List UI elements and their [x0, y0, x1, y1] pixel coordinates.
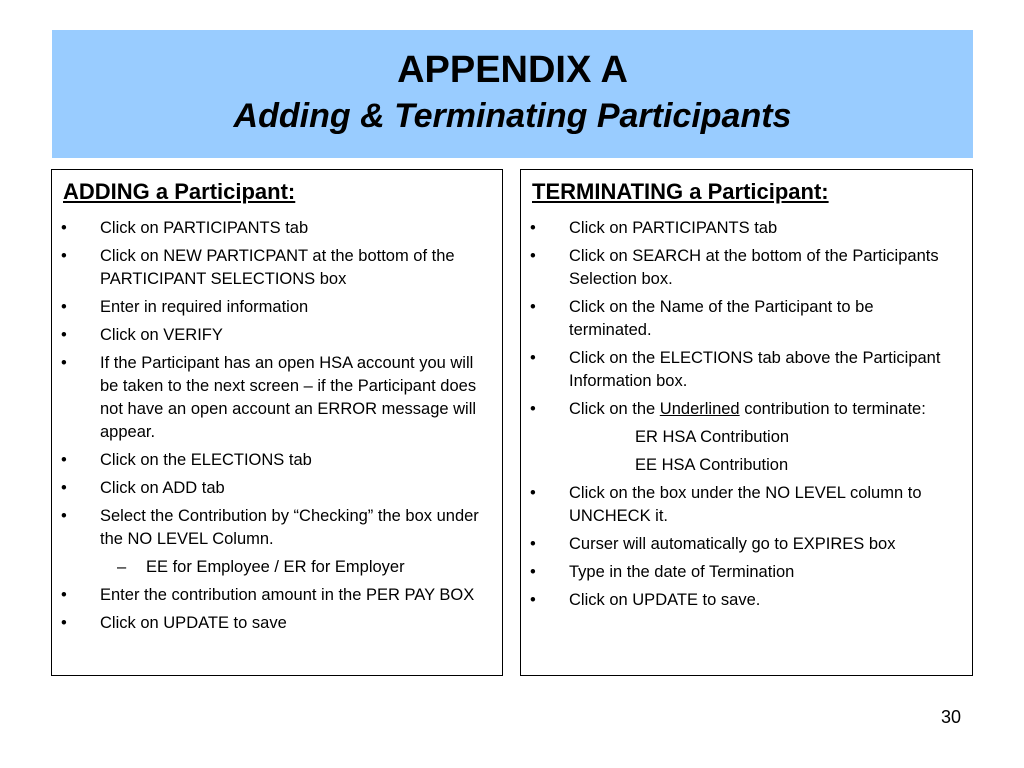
list-item: • Click on PARTICIPANTS tab [52, 217, 502, 240]
bullet-icon: • [530, 400, 536, 418]
list-item: • Curser will automatically go to EXPIRES box [521, 533, 972, 556]
bullet-icon: • [530, 563, 536, 581]
list-item: • Click on the Name of the Participant to be terminated. [530, 298, 874, 339]
bullet-icon: • [530, 298, 536, 316]
terminating-steps-list [521, 217, 972, 617]
list-item: • Click on SEARCH at the bottom of the Participants Selection box. [530, 247, 939, 288]
adding-participant-box [51, 169, 503, 676]
list-item: • Click on the Underlined contribution to terminate: [521, 398, 972, 421]
list-item: • Enter the contribution amount in the PER PAY BOX [52, 584, 502, 607]
adding-heading: ADDING a Participant: [63, 179, 296, 204]
list-item: • Type in the date of Termination [521, 561, 972, 584]
bullet-icon: • [530, 247, 536, 265]
list-item: • Click on ADD tab [52, 477, 502, 500]
dash-icon: – [117, 558, 127, 576]
list-item: • Click on the ELECTIONS tab [52, 449, 502, 472]
underlined-term: Underlined [659, 400, 740, 418]
bullet-icon: • [61, 479, 67, 497]
slide-title: APPENDIX A [397, 49, 628, 91]
page-number: 30 [940, 707, 961, 727]
bullet-icon: • [530, 484, 536, 502]
bullet-icon: • [530, 591, 536, 609]
adding-steps-list [52, 217, 502, 640]
bullet-icon: • [61, 219, 67, 237]
indented-line: ER HSA Contribution [635, 428, 790, 446]
bullet-icon: • [530, 349, 536, 367]
list-item: • Click on the box under the NO LEVEL column to UNCHECK it. [530, 484, 922, 525]
bullet-icon: • [61, 326, 67, 344]
bullet-icon: • [61, 247, 67, 265]
list-item: • Click on PARTICIPANTS tab [521, 217, 972, 240]
slide-subtitle: Adding & Terminating Participants [233, 97, 792, 135]
list-item: • Select the Contribution by “Checking” the box under the NO LEVEL Column. [61, 507, 479, 548]
bullet-icon: • [61, 354, 67, 372]
list-item: • Enter in required information [52, 296, 502, 319]
title-banner [52, 30, 973, 158]
list-item: • Click on VERIFY [52, 324, 502, 347]
indented-line: EE HSA Contribution [635, 456, 789, 474]
bullet-icon: • [61, 614, 67, 632]
terminating-heading: TERMINATING a Participant: [532, 179, 829, 204]
list-item: • If the Participant has an open HSA account you will be taken to the next screen – if the Participant does not have an open account an ERROR message will appear. [61, 354, 477, 441]
bullet-icon: • [530, 535, 536, 553]
bullet-icon: • [61, 451, 67, 469]
list-item: • Click on the ELECTIONS tab above the Participant Information box. [530, 349, 941, 390]
list-item: • Click on UPDATE to save [52, 612, 502, 635]
list-item: • Click on UPDATE to save. [521, 589, 972, 612]
terminating-participant-box [520, 169, 973, 676]
bullet-icon: • [61, 298, 67, 316]
sub-list-item: – EE for Employee / ER for Employer [52, 556, 502, 579]
bullet-icon: • [530, 219, 536, 237]
bullet-icon: • [61, 507, 67, 525]
list-item: • Click on NEW PARTICPANT at the bottom of the PARTICIPANT SELECTIONS box [61, 247, 455, 288]
bullet-icon: • [61, 586, 67, 604]
